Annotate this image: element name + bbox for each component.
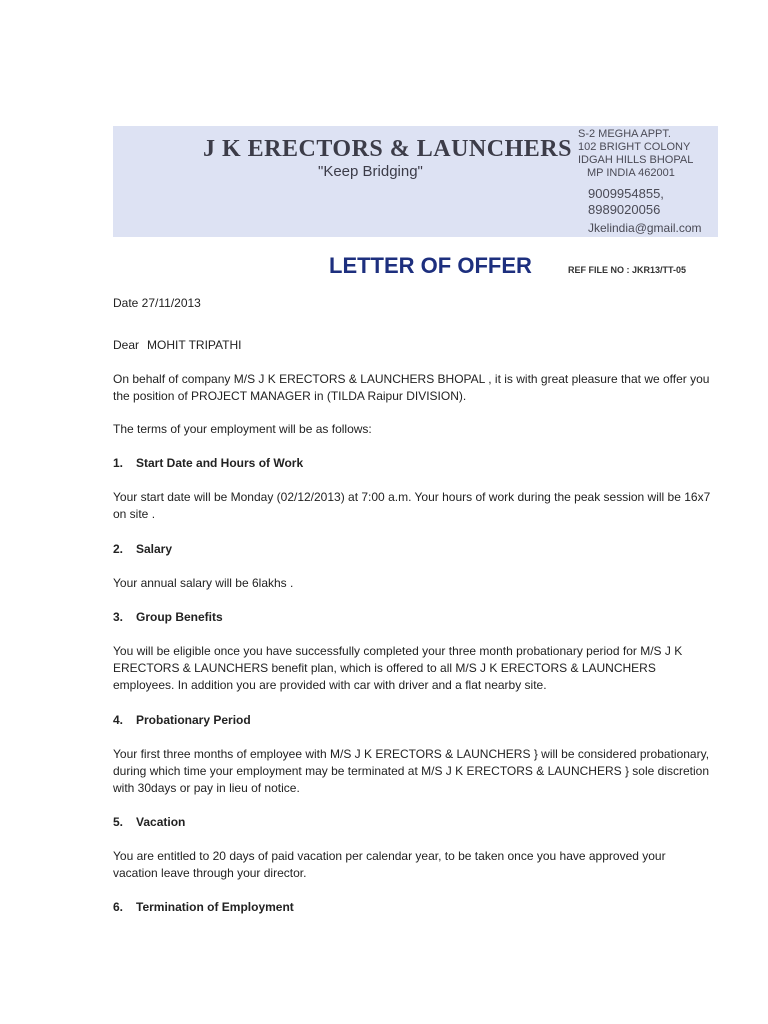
section-number: 3.	[113, 610, 124, 624]
section-body: Your annual salary will be 6lakhs .	[113, 576, 294, 590]
company-email: Jkelindia@gmail.com	[588, 221, 702, 235]
address-line: IDGAH HILLS BHOPAL	[578, 154, 694, 166]
section-heading	[113, 541, 713, 558]
reference-number: REF FILE NO : JKR13/TT-05	[568, 265, 687, 275]
company-address	[578, 128, 693, 180]
address-line: MP INDIA 462001	[587, 167, 675, 179]
section-number: 1.	[113, 456, 124, 470]
section-body: You are entitled to 20 days of paid vacation per calendar year, to be taken once you have approved your vacation leave through your director.	[113, 849, 666, 880]
section-title: Start Date and Hours of Work	[136, 456, 304, 470]
section-body: Your start date will be Monday (02/12/2013) at 7:00 a.m. Your hours of work during the peak session will be 16x7 on site .	[113, 490, 711, 521]
section-heading	[113, 609, 713, 626]
salutation-line	[113, 337, 713, 354]
section-title: Group Benefits	[136, 610, 223, 624]
company-tagline: "Keep Bridging"	[318, 163, 423, 180]
section-number: 6.	[113, 900, 124, 914]
document-title: LETTER OF OFFER	[329, 253, 532, 278]
recipient-name: MOHIT TRIPATHI	[147, 338, 242, 352]
section-number: 4.	[113, 713, 124, 727]
section-title: Termination of Employment	[136, 900, 294, 914]
section-body: Your first three months of employee with M/S J K ERECTORS & LAUNCHERS } will be considered probationary, during which time your employment may be terminated at M/S J K ERECTORS & LAUNCHERS } sole discretion with 30days or pay in lieu of notice.	[113, 747, 710, 795]
company-phones	[588, 186, 664, 218]
company-name: J K ERECTORS & LAUNCHERS	[203, 136, 572, 162]
salutation: Dear	[113, 338, 140, 352]
section-number: 5.	[113, 815, 124, 829]
section-number: 2.	[113, 542, 124, 556]
section-title: Probationary Period	[136, 713, 251, 727]
section-heading	[113, 712, 713, 729]
letterhead-banner	[113, 126, 718, 237]
terms-intro: The terms of your employment will be as follows:	[113, 422, 372, 436]
letter-date: Date 27/11/2013	[113, 296, 201, 310]
phone-number: 9009954855,	[588, 186, 664, 201]
section-heading	[113, 814, 713, 831]
address-line: S-2 MEGHA APPT.	[578, 128, 671, 140]
section-body: You will be eligible once you have successfully completed your three month probationary period for M/S J K ERECTORS & LAUNCHERS benefit plan, which is offered to all M/S J K ERECTORS & LAUNCHERS employees. In addition you are provided with car with driver and a flat nearby site.	[113, 644, 683, 692]
section-title: Vacation	[136, 815, 186, 829]
intro-paragraph: On behalf of company M/S J K ERECTORS & LAUNCHERS BHOPAL , it is with great pleasure that we offer you the position of PROJECT MANAGER in (TILDA Raipur DIVISION).	[113, 372, 710, 403]
phone-number: 8989020056	[588, 202, 661, 217]
section-heading	[113, 455, 713, 472]
section-heading	[113, 899, 713, 916]
address-line: 102 BRIGHT COLONY	[578, 141, 691, 153]
section-title: Salary	[136, 542, 173, 556]
